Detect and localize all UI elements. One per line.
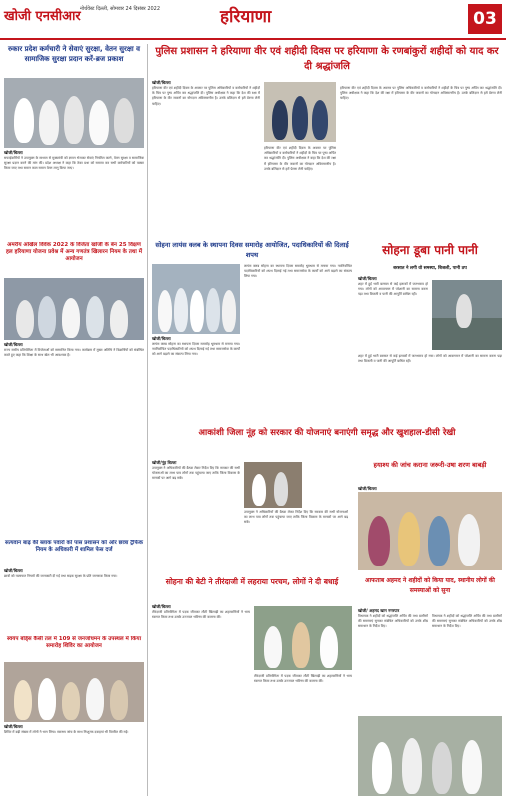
club-photo bbox=[152, 264, 240, 334]
lead-headline: पुलिस प्रशासन ने हरियाणा वीर एवं शहीदी दिवस पर हरियाणा के रणबांकुरों शहीदों को याद कर दी श्रद्धांजलि bbox=[155, 46, 499, 72]
story-b-photo bbox=[4, 278, 144, 340]
story-b-headline: अमरीय अखिल विवेक 2022 के विजेता खोजी के बेन 25 विक्षण हल हरियाणा योजना प्रवेश्न में अन्य गणतंत्र खिलारन नियम के तथा में आयोजन bbox=[5, 242, 143, 262]
water-body-col2: शहर में हुई भारी बरसात से कई इलाकों में जलभराव हो गया। लोगों को आवागमन में परेशानी का सामना करना पड़ा तथा बिजली व पानी की आपूर्ति बाधित रही। bbox=[358, 354, 502, 364]
newspaper-brand: खोजी एनसीआर bbox=[4, 9, 81, 24]
aakanshi-photo bbox=[244, 462, 302, 508]
lead-photo bbox=[264, 82, 336, 142]
daughter-byline: खोजी/बिल्ला bbox=[152, 604, 171, 609]
club-body-col1: लायंस क्लब सोहना का स्थापना दिवस समारोह धूमधाम से मनाया गया। नवनिर्वाचित पदाधिकारियों को शपथ दिलाई गई तथा समाजसेवा के कार्यों को आगे बढ़ाने का संकल्प लिया गया। bbox=[152, 342, 240, 357]
story-b-body: राज्य स्तरीय प्रतियोगिता में विजेताओं को सम्मानित किया गया। कार्यक्रम में मुख्य अतिथि ने विद्यार्थियों को संबोधित करते हुए कहा कि शिक्षा के साथ खेल भी आवश्यक है। bbox=[4, 348, 144, 358]
afgan-byline: खोजी/ अहमद खान नगरपार bbox=[358, 608, 400, 613]
lead-body-col1: हरियाणा वीर एवं शहीदी दिवस के अवसर पर पुलिस अधिकारियों व कर्मचारियों ने शहीदों के चित्र पर पुष्प अर्पित कर श्रद्धांजलि दी। पुलिस अधीक्षक ने कहा कि देश की रक्षा में हरियाणा के वीर जवानों का योगदान अविस्मरणीय है। उनके बलिदान से हमें प्रेरणा लेनी चाहिए। bbox=[152, 86, 260, 106]
health-headline: हयाश्य की जांच कराना जरूरी-उषा शरण बाबड़ी bbox=[373, 461, 487, 469]
section-title: हरियाणा bbox=[220, 7, 272, 27]
health-photo bbox=[358, 492, 502, 570]
masthead bbox=[0, 0, 506, 40]
aakanshi-body-col2: उपायुक्त ने अधिकारियों की बैठक लेकर निर्देश दिए कि सरकार की सभी योजनाओं का लाभ पात्र लोगों तक पहुंचाया जाए ताकि जिला विकास के मानकों पर आगे बढ़ सके। bbox=[244, 510, 348, 525]
water-body: शहर में हुई भारी बरसात से कई इलाकों में जलभराव हो गया। लोगों को आवागमन में परेशानी का सामना करना पड़ा तथा बिजली व पानी की आपूर्ति बाधित रही। bbox=[358, 282, 428, 297]
afgan-photo bbox=[358, 716, 502, 796]
daughter-headline: सोहना की बेटी ने तीरंदाजी में लहराया परचम, लोगों ने दी बधाई bbox=[165, 577, 339, 586]
afgan-body-col2: विधायक ने शहीदों को श्रद्धांजलि अर्पित की तथा ग्रामीणों की समस्याएं सुनकर संबंधित अधिकारियों को उनके शीघ्र समाधान के निर्देश दिए। bbox=[432, 614, 502, 629]
story-a-byline: खोजी/बिल्ला bbox=[4, 150, 23, 155]
water-headline: सोहना डूबा पानी पानी bbox=[382, 243, 478, 257]
club-headline: सोहना लायंस क्लब के स्थापना दिवस समारोह आयोजित, पदाधिकारियों की दिलाई शपथ bbox=[155, 241, 349, 259]
lead-body-col2: हरियाणा वीर एवं शहीदी दिवस के अवसर पर पुलिस अधिकारियों व कर्मचारियों ने शहीदों के चित्र पर पुष्प अर्पित कर श्रद्धांजलि दी। पुलिस अधीक्षक ने कहा कि देश की रक्षा में हरियाणा के वीर जवानों का योगदान अविस्मरणीय है। उनके बलिदान से हमें प्रेरणा लेनी चाहिए। bbox=[264, 146, 336, 171]
story-a-headline: रुकार प्रदेश कर्मचारी ने सेवाएं सुरक्षा, वेतन सुरक्षा व सामाजिक सुरक्षा प्रदान करें-ब्रज प्रकाश bbox=[7, 45, 141, 63]
story-c-body: छात्रों को यातायात नियमों की जानकारी दी गई तथा सड़क सुरक्षा के प्रति जागरूक किया गया। bbox=[4, 574, 118, 578]
story-a-body: सफाईकर्मियों ने उपायुक्त के माध्यम से मुख्यमंत्री को ज्ञापन भेजकर सेवाएं नियमित करने, वेतन सुरक्षा व सामाजिक सुरक्षा प्रदान करने की मांग की। प्रदेश अध्यक्ष ने कहा कि ठेका प्रथा को समाप्त कर सभी कर्मचारियों को पक्का किया जाए तथा समान काम समान वेतन लागू किया जाए। bbox=[4, 156, 144, 171]
story-d-byline: खोजी/बिल्ला bbox=[4, 724, 23, 729]
lead-body-col3: हरियाणा वीर एवं शहीदी दिवस के अवसर पर पुलिस अधिकारियों व कर्मचारियों ने शहीदों के चित्र पर पुष्प अर्पित कर श्रद्धांजलि दी। पुलिस अधीक्षक ने कहा कि देश की रक्षा में हरियाणा के वीर जवानों का योगदान अविस्मरणीय है। उनके बलिदान से हमें प्रेरणा लेनी चाहिए। bbox=[340, 86, 502, 101]
afgan-headline: आफताब अहमद ने शहीदों को किया याद, स्थानीय लोगों की समस्याओं को सुना bbox=[365, 577, 495, 594]
afgan-body-col1: विधायक ने शहीदों को श्रद्धांजलि अर्पित की तथा ग्रामीणों की समस्याएं सुनकर संबंधित अधिकारियों को उनके शीघ्र समाधान के निर्देश दिए। bbox=[358, 614, 428, 629]
water-byline: खोजी/बिल्ला bbox=[358, 276, 377, 281]
daughter-body-col1: तीरंदाजी प्रतियोगिता में पदक जीतकर लौटी खिलाड़ी का शहरवासियों ने भव्य स्वागत किया तथा उसके उज्ज्वल भविष्य की कामना की। bbox=[152, 610, 250, 620]
story-d-headline: स्वयंप बोर्ड्स कैसी तल में 109 से जनजाँधमन के उपस्थल में किया समारोह शिविर का आयोजन bbox=[6, 636, 142, 649]
story-d-body: शिविर में बड़ी संख्या में लोगों ने भाग लिया। स्वास्थ्य जांच के साथ निःशुल्क दवाइयां भी वितरित की गईं। bbox=[4, 730, 129, 734]
club-body-col2: लायंस क्लब सोहना का स्थापना दिवस समारोह धूमधाम से मनाया गया। नवनिर्वाचित पदाधिकारियों को शपथ दिलाई गई तथा समाजसेवा के कार्यों को आगे बढ़ाने का संकल्प लिया गया। bbox=[244, 264, 352, 279]
page-number: 03 bbox=[468, 4, 502, 34]
aakanshi-byline: खोजी/नूंह बिल्ला bbox=[152, 460, 177, 465]
story-c-headline: सत्यवान बाढ़ की ब्लाक पवारों को पास प्रशासन को ओर छात्रा ट्रैफिक नियम के अधिकारी में शामिल फेस दर्ज bbox=[5, 540, 143, 553]
health-byline: खोजी/बिल्ला bbox=[358, 486, 377, 491]
aakanshi-body-col1: उपायुक्त ने अधिकारियों की बैठक लेकर निर्देश दिए कि सरकार की सभी योजनाओं का लाभ पात्र लोगों तक पहुंचाया जाए ताकि जिला विकास के मानकों पर आगे बढ़ सके। bbox=[152, 466, 240, 481]
water-photo bbox=[432, 280, 502, 350]
story-a-photo bbox=[4, 78, 144, 148]
club-byline: खोजी/बिल्ला bbox=[152, 336, 171, 341]
daughter-body-col2: तीरंदाजी प्रतियोगिता में पदक जीतकर लौटी खिलाड़ी का शहरवासियों ने भव्य स्वागत किया तथा उसके उज्ज्वल भविष्य की कामना की। bbox=[254, 674, 352, 684]
masthead-tagline: नोर्थवेस्ट दिल्ली, सोमवार 24 दिसंबर 2022 bbox=[80, 6, 161, 12]
daughter-photo bbox=[254, 606, 352, 670]
story-d-photo bbox=[4, 662, 144, 722]
lead-byline: खोजी/बिल्ला bbox=[152, 80, 171, 85]
water-subhead: बरसात ने लगी वो समस्या, बिजली, पानी ठप bbox=[393, 266, 467, 271]
story-b-byline: खोजी/बिल्ला bbox=[4, 342, 23, 347]
aakanshi-headline: आकांशी जिला नूंह को सरकार की योजनाएं बनाएंगी समृद्ध और खुशहाल-डीसी रेखी bbox=[198, 428, 456, 438]
story-c-byline: खोजी/बिल्ला bbox=[4, 568, 23, 573]
